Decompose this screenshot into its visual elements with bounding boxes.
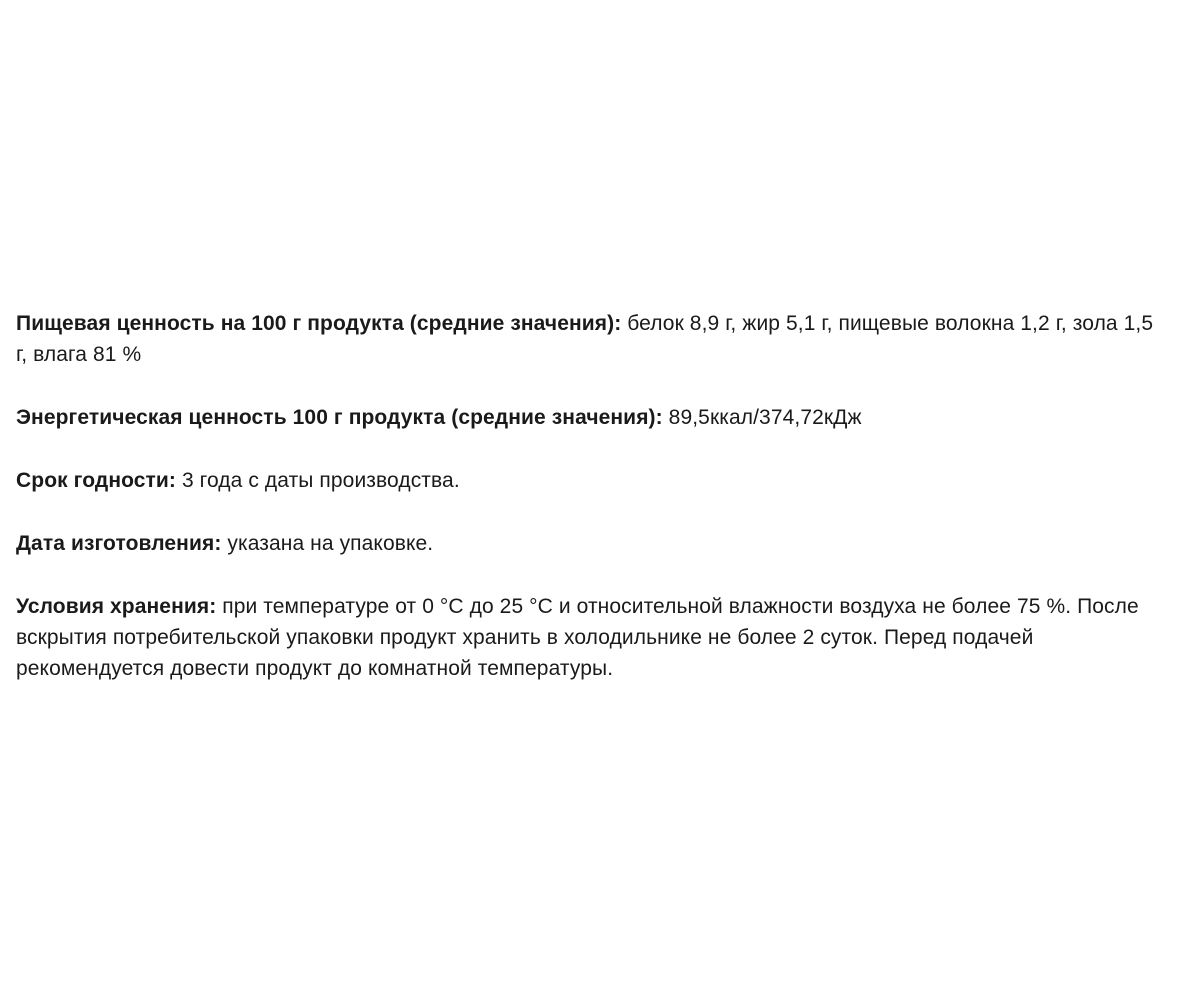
nutrition-value-text: белок 8,9 г, жир 5,1 г, пищевые волокна 1,2 г, зола 1,5 г, влага 81 % [16,312,1154,366]
nutrition-value-label: Пищевая ценность на 100 г продукта (средние значения): [16,312,622,335]
manufacture-date-text: указана на упаковке. [221,532,434,555]
shelf-life-text: 3 года с даты производства. [176,469,460,492]
manufacture-date-label: Дата изготовления: [16,532,222,555]
energy-value-text: 89,5ккал/374,72кДж [662,406,862,429]
energy-value-paragraph [16,402,1166,433]
storage-conditions-text: при температуре от 0 °С до 25 °С и относительной влажности воздуха не более 75 %. После вскрытия потребительской упаковки продукт хранить в холодильнике не более 2 суток. Перед подачей рекомендуется довести продукт до комнатной температуры. [16,595,1139,680]
manufacture-date-paragraph [16,528,1166,559]
shelf-life-label: Срок годности: [16,469,177,492]
shelf-life-paragraph [16,465,1166,496]
storage-conditions-label: Условия хранения: [16,595,217,618]
nutrition-value-paragraph [16,308,1166,370]
energy-value-label: Энергетическая ценность 100 г продукта (средние значения): [16,406,663,429]
storage-conditions-paragraph [16,591,1166,684]
product-info [16,308,1166,716]
